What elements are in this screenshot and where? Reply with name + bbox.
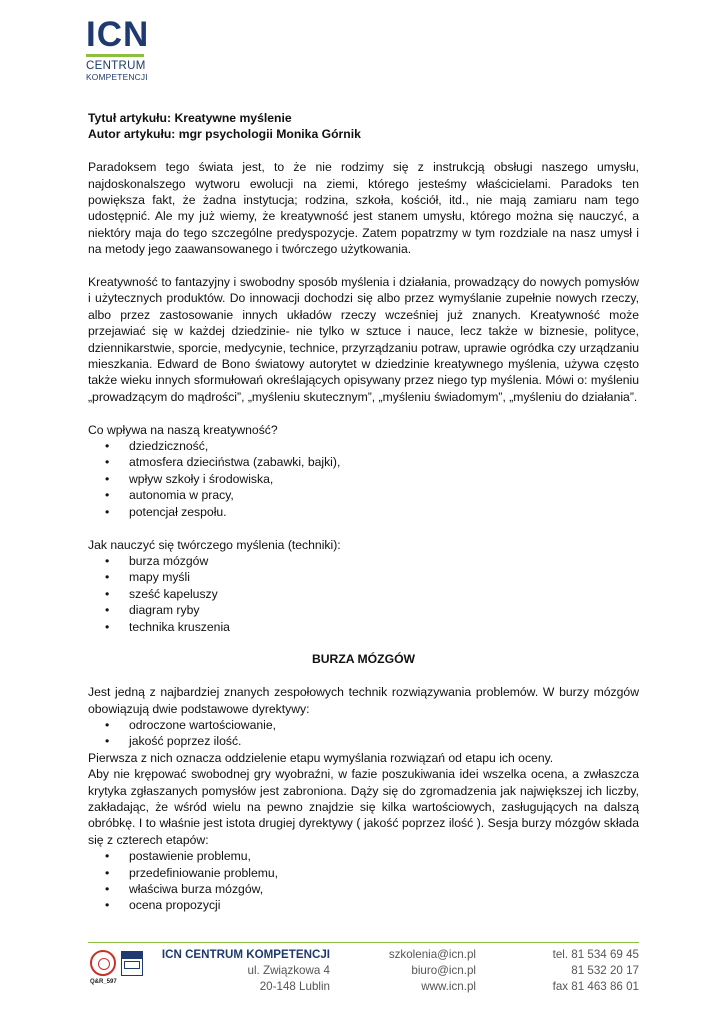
list-item: • wpływ szkoły i środowiska, — [88, 471, 639, 487]
certification-logos — [88, 948, 148, 988]
footer-tel-1: tel. 81 534 69 45 — [552, 948, 639, 961]
logo-centrum-text: CENTRUM — [86, 60, 146, 72]
footer-email-training[interactable]: szkolenia@icn.pl — [388, 948, 476, 961]
article-author: Autor artykułu: mgr psychologii Monika Górnik — [88, 127, 361, 142]
logo-green-bar — [86, 54, 144, 57]
footer-fax: fax 81 463 86 01 — [552, 980, 639, 993]
question-influences: Co wpływa na naszą kreatywność? — [88, 422, 278, 437]
icn-logo — [86, 15, 166, 82]
footer-city: 20-148 Lublin — [259, 980, 330, 993]
influences-list — [88, 438, 639, 520]
paragraph-intro: Paradoksem tego świata jest, to że nie rodzimy się z instrukcją obsługi naszego umysłu, najdoskonalszego wytworu ewolucji na ziemi, którego jesteśmy właścicielami. Paradoks ten powiększa fakt, że żadna instytucja; rodzina, szkoła, kościół, itd., nie mają zamiaru nam tego udostępnić. Ale my już wiemy, że kreatywność jest stanem umysłu, którego można się nauczyć, a niektóry maja do tego szczególne predyspozycje. Zatem popatrzmy w tym rozdziale na nasz umysł i na metody jego zaawansowanego i twórczego użytkowania. — [88, 160, 639, 257]
list-item: • jakość poprzez ilość. — [88, 733, 639, 749]
cert-code: Q&R_597 — [90, 979, 117, 985]
directives-list — [88, 717, 639, 750]
list-item: • technika kruszenia — [88, 619, 639, 635]
paragraph-brainstorm-intro: Jest jedną z najbardziej znanych zespołowych technik rozwiązywania problemów. W burzy mózgów obowiązują dwie podstawowe dyrektywy: — [88, 685, 639, 716]
list-item: • właściwa burza mózgów, — [88, 881, 639, 897]
list-item: • mapy myśli — [88, 569, 639, 585]
footer-phones — [553, 947, 639, 995]
list-item: • burza mózgów — [88, 553, 639, 569]
footer-company: ICN CENTRUM KOMPETENCJI — [161, 948, 330, 961]
article-title: Tytuł artykułu: Kreatywne myślenie — [88, 111, 292, 125]
logo-icn-text: ICN — [86, 15, 150, 54]
question-techniques: Jak nauczyć się twórczego myślenia (techniki): — [88, 537, 341, 552]
stages-list — [88, 848, 639, 914]
footer-contact — [389, 947, 476, 995]
footer-email-office[interactable]: biuro@icn.pl — [411, 964, 476, 977]
footer-website[interactable]: www.icn.pl — [421, 980, 476, 993]
section-heading: BURZA MÓZGÓW — [311, 652, 416, 667]
list-item: • odroczone wartościowanie, — [88, 717, 639, 733]
techniques-list — [88, 553, 639, 635]
paragraph-first-directive: Pierwsza z nich oznacza oddzielenie etapu wymyślania rozwiązań od etapu ich oceny. — [88, 750, 554, 765]
list-item: • potencjał zespołu. — [88, 504, 639, 520]
list-item: • ocena propozycji — [88, 897, 639, 913]
logo-kompetencji-text: KOMPETENCJI — [86, 72, 148, 82]
pca-cert-icon — [121, 951, 143, 976]
list-item: • dziedziczność, — [88, 438, 639, 454]
footer-address — [162, 947, 330, 995]
paragraph-second-directive: Aby nie krępować swobodnej gry wyobraźni, w fazie poszukiwania idei wszelka ocena, a zwłaszcza krytyka zgłaszanych pomysłów jest zabroniona. Dąży się do zgromadzenia jak największej ich liczby, zakładając, że wśród wielu na pewno znajdzie się kilka wartościowych, zasługujących na dalszą obróbkę. I to właśnie jest istota drugiej dyrektywy ( jakość poprzez ilość ). Sesja burzy mózgów składa się z czterech etapów: — [88, 767, 639, 847]
footer-tel-2: 81 532 20 17 — [571, 964, 639, 977]
paragraph-definition: Kreatywność to fantazyjny i swobodny sposób myślenia i działania, prowadzący do nowych pomysłów i użytecznych produktów. Do innowacji dochodzi się albo przez wymyślanie zupełnie nowych rzeczy, albo przez zastosowanie innych układów rzeczy wcześniej już znanych. Kreatywność może przejawiać się w każdej dziedzinie- nie tylko w sztuce i nauce, lecz także w biznesie, polityce, dziennikarstwie, sporcie, medycynie, technice, przyrządzaniu potraw, uprawie ogródka czy urządzaniu mieszkania. Edward de Bono światowy autorytet w dziedzinie kreatywnego myślenia, używa często także wieku innych sformułowań określających opisywany przez niego typ myślenia. Mówi o: myśleniu „prowadzącym do mądrości”, „myśleniu skutecznym”, „myśleniu świadomym”, „myśleniu do działania”. — [88, 275, 639, 404]
footer-street: ul. Związkowa 4 — [247, 964, 330, 977]
article-body — [88, 110, 639, 914]
iso-seal-icon — [90, 950, 116, 976]
list-item: • atmosfera dzieciństwa (zabawki, bajki), — [88, 454, 639, 470]
list-item: • postawienie problemu, — [88, 848, 639, 864]
list-item: • przedefiniowanie problemu, — [88, 865, 639, 881]
list-item: • autonomia w pracy, — [88, 487, 639, 503]
list-item: • sześć kapeluszy — [88, 586, 639, 602]
list-item: • diagram ryby — [88, 602, 639, 618]
footer-divider — [88, 942, 639, 943]
